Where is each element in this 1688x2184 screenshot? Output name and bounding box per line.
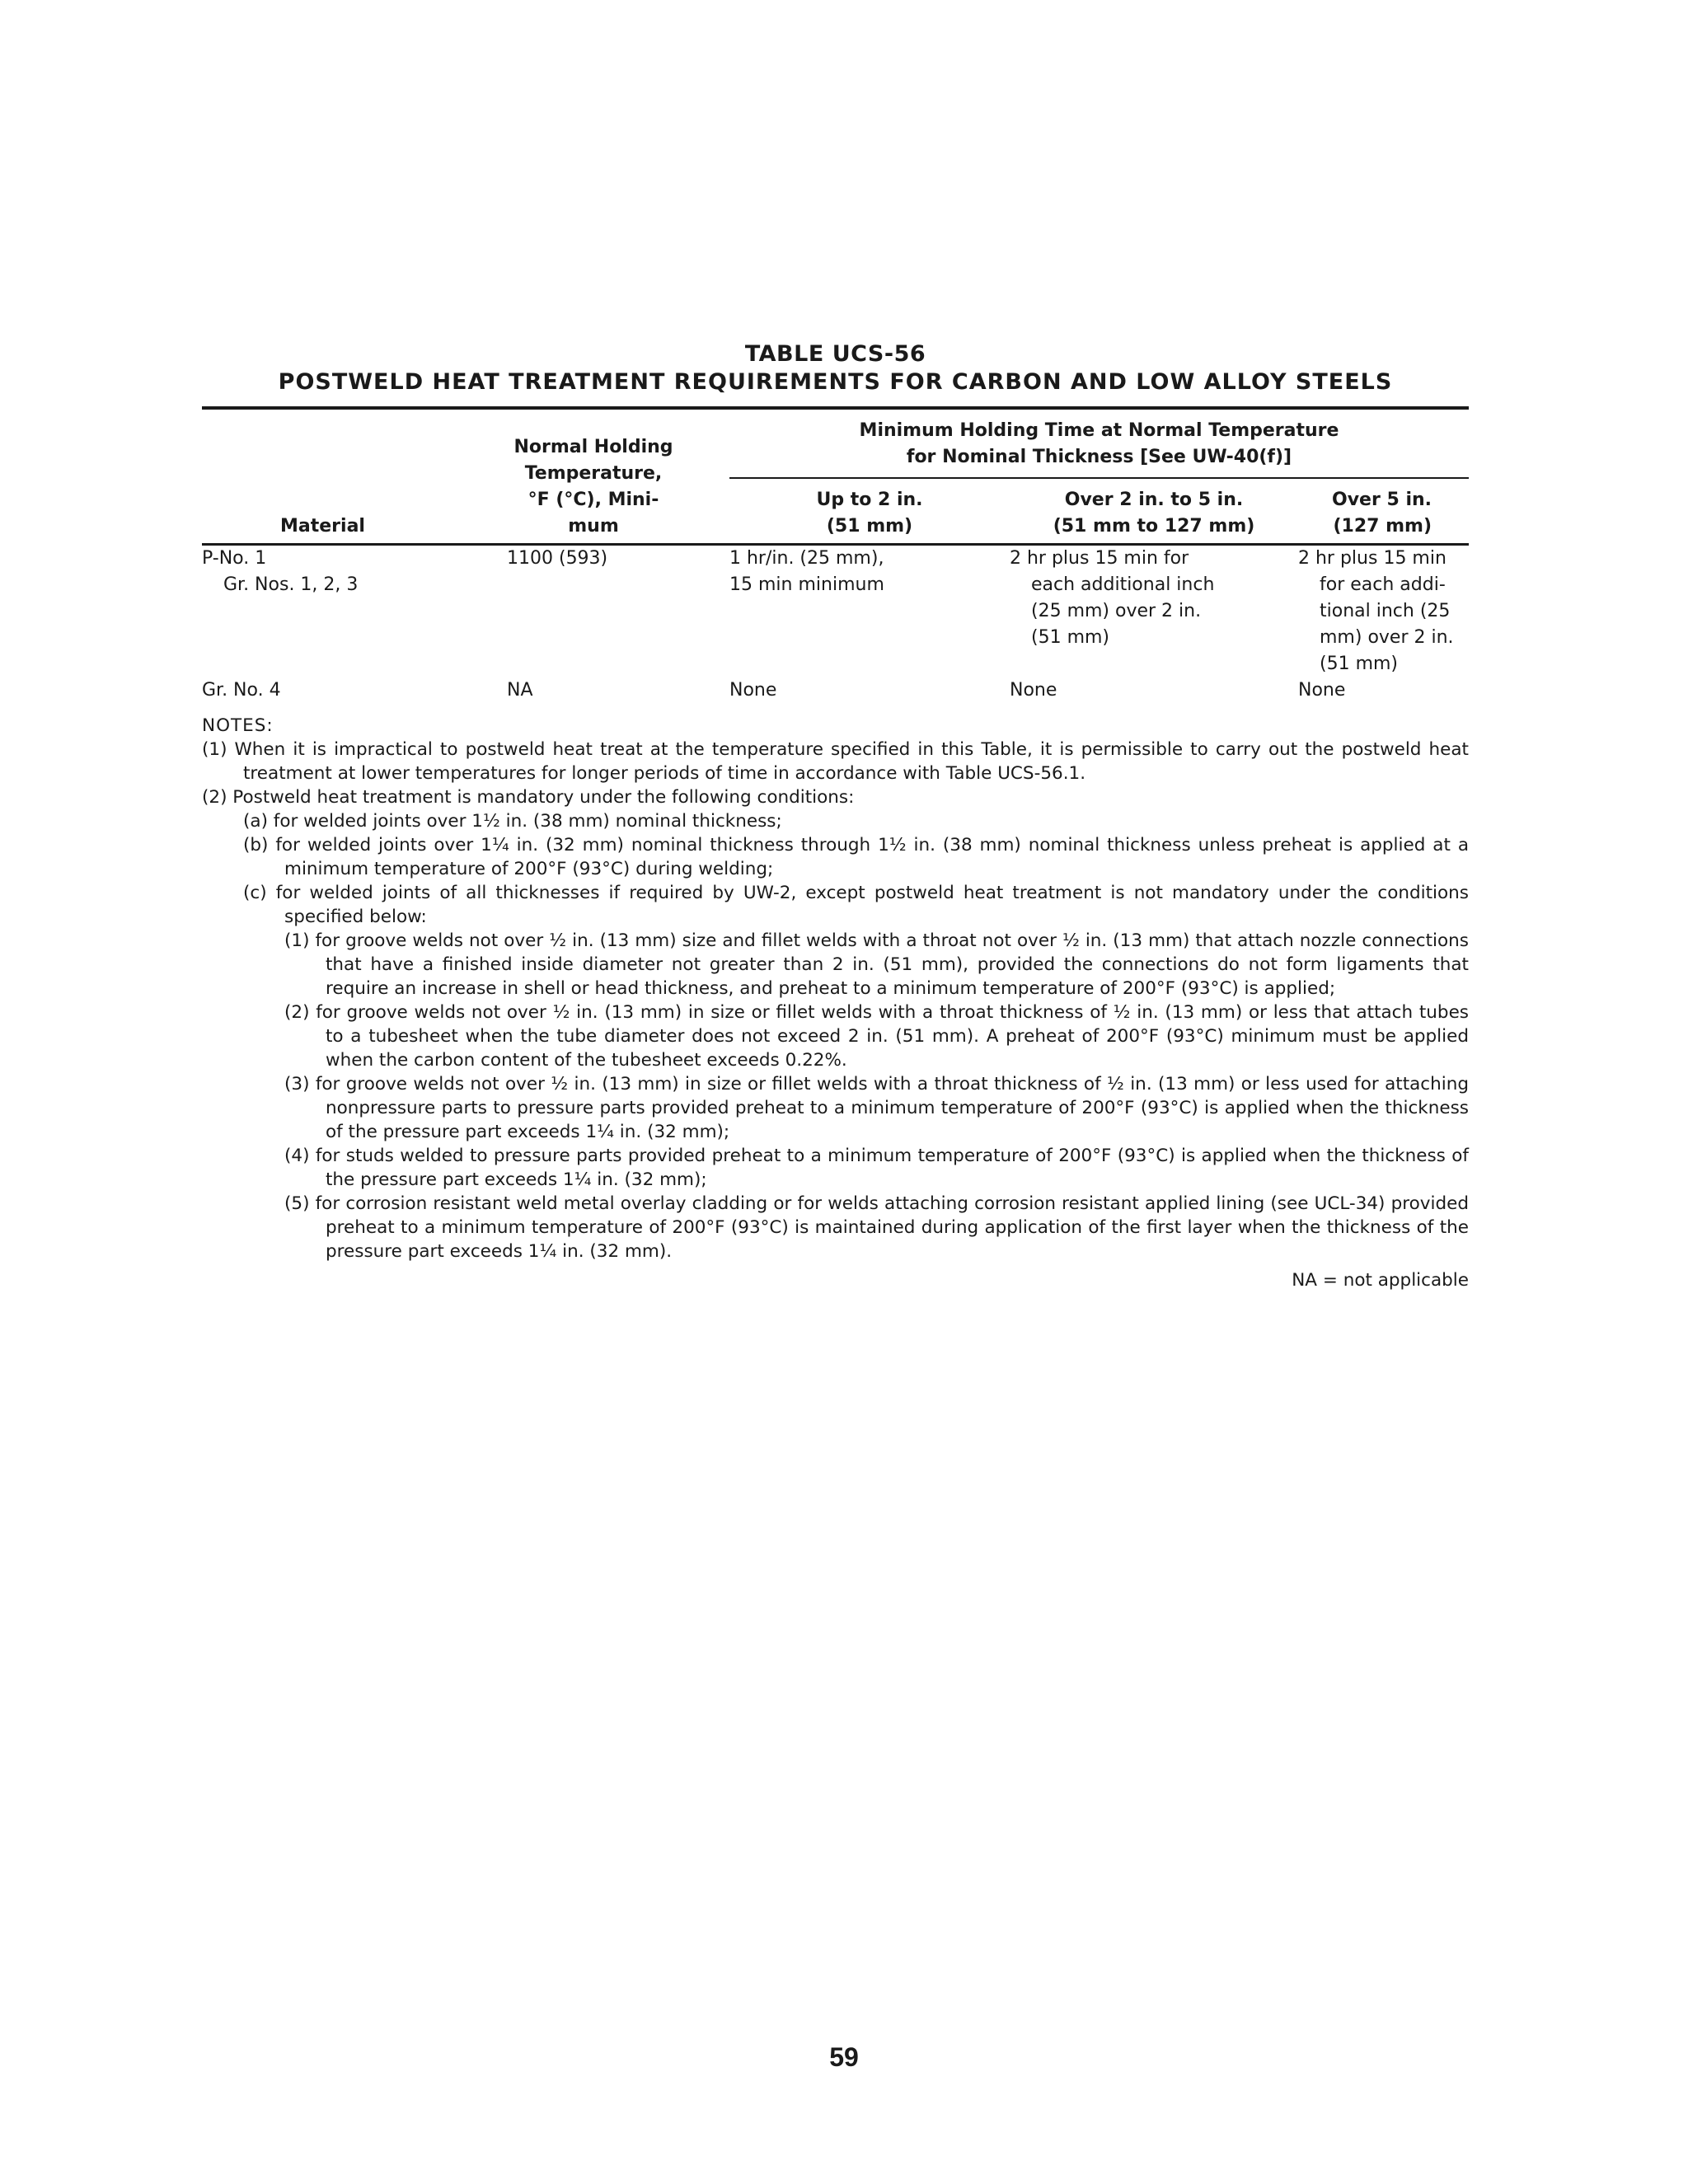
note-2c-1: (1) for groove welds not over ½ in. (13 mm) size and fillet welds with a throat not over ½ in. (13 mm) that attach nozzle connections that have a finished inside diameter not greater than 2 in. (51 mm), provided the connections do not form ligaments that require an increase in shell or head thickness, and preheat to a minimum temperature of 200°F (93°C) is applied; (284, 930, 1469, 999)
header-material: Material (202, 408, 507, 545)
header-over-5in: Over 5 in. (127 mm) (1332, 490, 1432, 537)
cell-temperature: NA (507, 680, 533, 701)
table-label: TABLE UCS-56 (744, 341, 926, 367)
cell-temperature: 1100 (593) (507, 548, 608, 569)
na-legend: NA = not applicable (1292, 1270, 1469, 1291)
note-1: (1) When it is impractical to postweld heat treat at the temperature specified in this Table, it is permissible to carry out the postweld heat treatment at lower temperatures for longer periods of time in accordance with Table UCS-56.1. (202, 739, 1469, 784)
note-2c-4: (4) for studs welded to pressure parts provided preheat to a minimum temperature of 200°F (93°C) is applied when the thickness of the pressure part exceeds 1¼ in. (32 mm); (284, 1146, 1469, 1190)
cell-over-5in: None (1298, 680, 1346, 701)
header-over-2-to-5in: Over 2 in. to 5 in. (51 mm to 127 mm) (1053, 490, 1255, 537)
notes-heading: NOTES: (202, 715, 274, 736)
note-2c-5: (5) for corrosion resistant weld metal overlay cladding or for welds attaching corrosion resistant applied lining (see UCL-34) provided preheat to a minimum temperature of 200°F (93°C) is maintained during application of the first layer when the thickness of the pressure part exceeds 1¼ in. (32 mm). (284, 1193, 1469, 1262)
note-2a: (a) for welded joints over 1½ in. (38 mm) nominal thickness; (243, 811, 782, 832)
header-temperature: Normal Holding Temperature, °F (°C), Mini- mum (507, 408, 729, 545)
cell-up-to-2in: None (729, 680, 777, 701)
table-row (202, 677, 1469, 704)
note-2c-2: (2) for groove welds not over ½ in. (13 mm) in size or fillet welds with a throat thickness of ½ in. (13 mm) or less that attach tubes to a tubesheet when the tube diameter does not exceed 2 in. (51 mm). A preheat of 200°F (93°C) minimum must be applied when the carbon content of the tubesheet exceeds 0.22%. (284, 1002, 1469, 1071)
note-2b: (b) for welded joints over 1¼ in. (32 mm) nominal thickness through 1½ in. (38 mm) nominal thickness unless preheat is applied at a minimum temperature of 200°F (93°C) during welding; (243, 835, 1469, 879)
note-2c: (c) for welded joints of all thicknesses if required by UW-2, except postweld heat treatment is not mandatory under the conditions specified below: (243, 883, 1469, 927)
cell-over-2-to-5in: None (1010, 680, 1057, 701)
cell-material: Gr. No. 4 (202, 680, 281, 701)
table-row (202, 545, 1469, 678)
cell-over-2-to-5in: 2 hr plus 15 min for each additional inch (25 mm) over 2 in. (51 mm) (1010, 548, 1215, 648)
header-holding-time: Minimum Holding Time at Normal Temperature for Nominal Thickness [See UW-40(f)] (729, 408, 1469, 478)
note-2c-3: (3) for groove welds not over ½ in. (13 mm) in size or fillet welds with a throat thickness of ½ in. (13 mm) or less used for attaching nonpressure parts to pressure parts provided preheat to a minimum temperature of 200°F (93°C) is applied when the thickness of the pressure part exceeds 1¼ in. (32 mm); (284, 1074, 1469, 1142)
header-up-to-2in: Up to 2 in. (51 mm) (816, 490, 923, 537)
table-notes (202, 714, 1469, 1292)
pwht-table (202, 406, 1469, 704)
cell-up-to-2in: 1 hr/in. (25 mm), 15 min minimum (729, 548, 884, 595)
cell-over-5in: 2 hr plus 15 min for each addi- tional inch (25 mm) over 2 in. (51 mm) (1298, 548, 1454, 674)
cell-material: P-No. 1 Gr. Nos. 1, 2, 3 (202, 548, 359, 595)
page-number: 59 (829, 2042, 859, 2072)
table-title: POSTWELD HEAT TREATMENT REQUIREMENTS FOR CARBON AND LOW ALLOY STEELS (278, 369, 1393, 395)
document-page (202, 338, 1469, 1292)
note-2: (2) Postweld heat treatment is mandatory under the following conditions: (202, 787, 855, 808)
